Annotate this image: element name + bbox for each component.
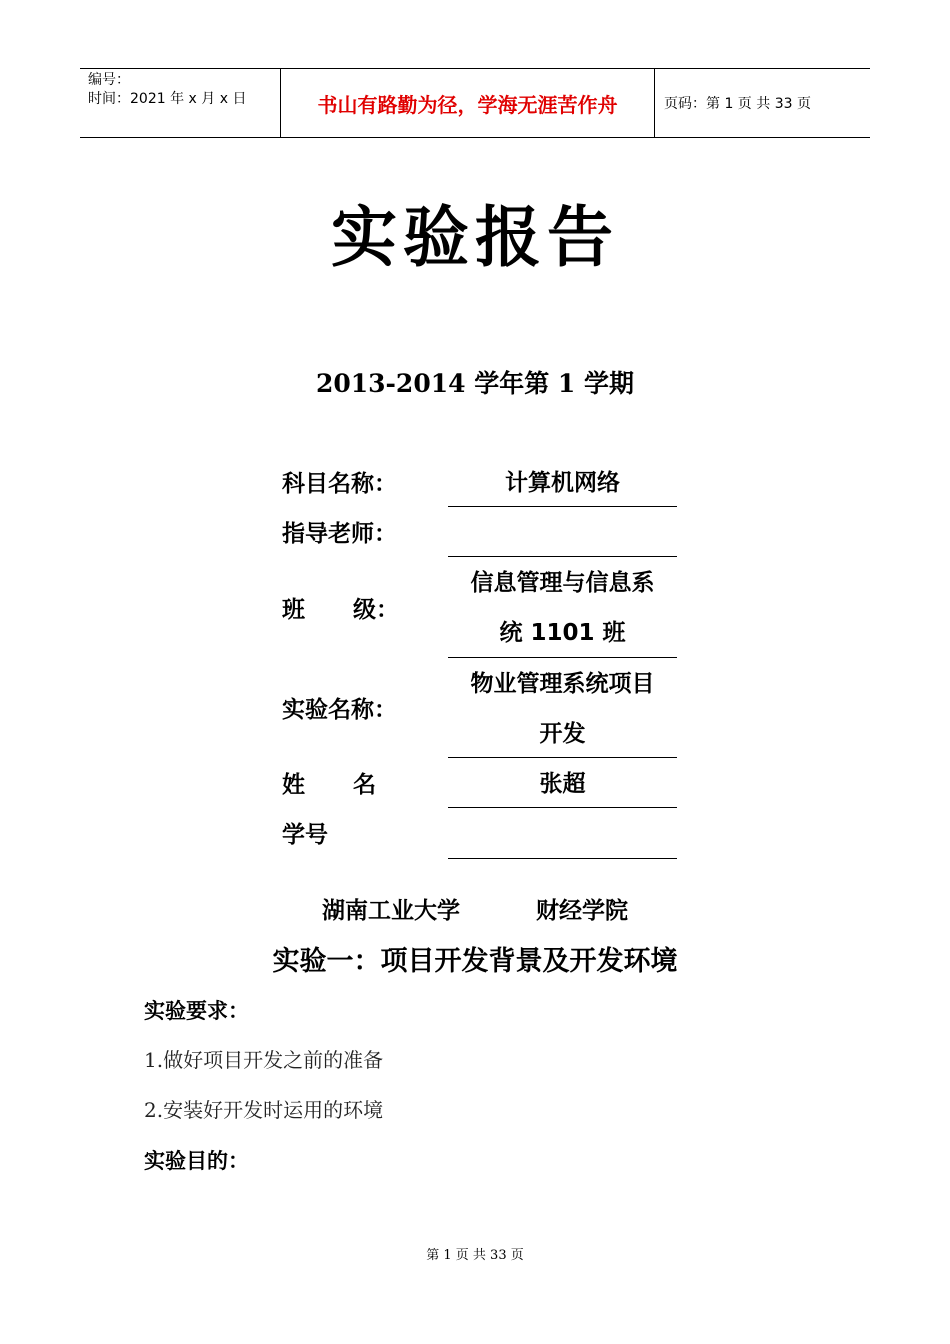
experiment-value-line1: 物业管理系统项目 [470, 671, 655, 697]
name-underline [448, 807, 677, 808]
motto-cell [281, 69, 655, 137]
subject-underline [448, 506, 677, 507]
name-label: 姓 名 [282, 772, 377, 798]
requirement-item: 1.做好项目开发之前的准备 [144, 1048, 384, 1072]
student-id-label: 学号 [282, 822, 328, 848]
semester: 2013-2014 学年第 1 学期 [315, 369, 635, 398]
name-value: 张超 [539, 771, 586, 797]
university-name: 湖南工业大学 [322, 898, 460, 924]
header-meta-cell [80, 69, 281, 137]
subject-label: 科目名称： [282, 471, 397, 497]
class-value-line1: 信息管理与信息系 [470, 570, 655, 596]
number-label: 编号： [88, 72, 130, 88]
class-underline [448, 657, 677, 658]
requirements-heading: 实验要求： [144, 999, 249, 1023]
experiment-label: 实验名称： [282, 697, 397, 723]
page-info-cell [655, 69, 870, 137]
teacher-label: 指导老师： [282, 521, 397, 547]
class-label: 班 级： [282, 597, 400, 623]
header-table [80, 68, 870, 138]
page-info-text: 页码：第 1 页 共 33 页 [664, 96, 811, 112]
college-name: 财经学院 [536, 898, 628, 924]
student-id-underline [448, 858, 677, 859]
teacher-underline [448, 556, 677, 557]
experiment-value-line2: 开发 [539, 721, 586, 747]
class-value-line2: 统 1101 班 [499, 620, 626, 646]
experiment-underline [448, 757, 677, 758]
school-line [0, 894, 950, 928]
requirement-item: 2.安装好开发时运用的环境 [144, 1098, 384, 1122]
section-title: 实验一：项目开发背景及开发环境 [272, 946, 678, 977]
time-label: 时间：2021 年 x 月 x 日 [88, 91, 247, 107]
report-title: 实验报告 [331, 199, 619, 276]
page-footer: 第 1 页 共 33 页 [426, 1248, 524, 1263]
motto-text: 书山有路勤为径，学海无涯苦作舟 [317, 92, 618, 117]
subject-value: 计算机网络 [505, 470, 620, 496]
purpose-heading: 实验目的： [144, 1149, 249, 1173]
